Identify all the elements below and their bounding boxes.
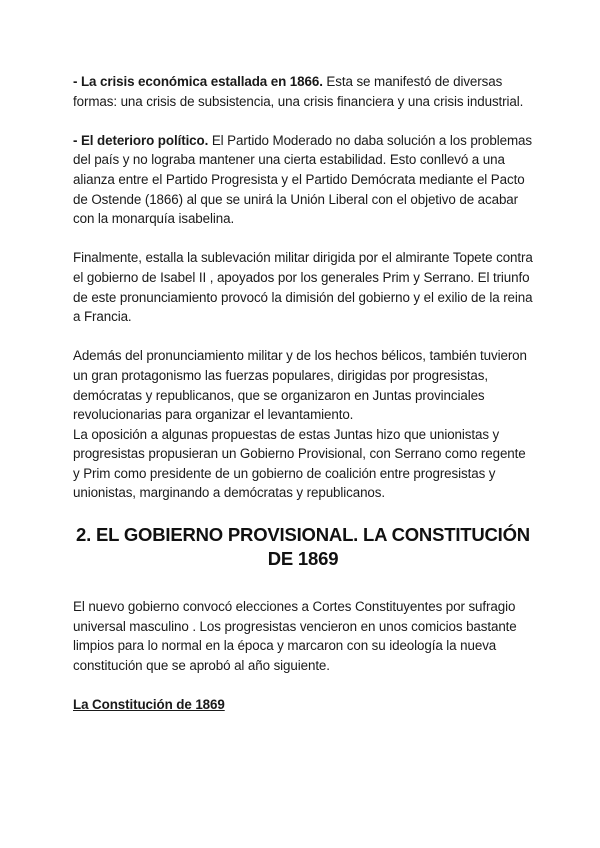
- paragraph-lead: - La crisis económica estallada en 1866.: [73, 74, 323, 89]
- section-heading: 2. EL GOBIERNO PROVISIONAL. LA CONSTITUCIÓN DE 1869: [76, 524, 530, 570]
- paragraph-provisional-government: La oposición a algunas propuestas de estas Juntas hizo que unionistas y progresistas propusieran un Gobierno Provisional, con Serrano como regente y Prim como presidente de un gobierno de coalición entre progresistas y unionistas, marginando a demócratas y republicanos.: [73, 426, 526, 501]
- paragraph-political-decline: [73, 131, 533, 229]
- paragraph-popular-forces: Además del pronunciamiento militar y de los hechos bélicos, también tuvieron un gran protagonismo las fuerzas populares, dirigidas por progresistas, demócratas y republicanos, que se organizaron en Juntas provinciales revolucionarias para organizar el levantamiento.: [73, 348, 527, 423]
- paragraph-lead: - El deterioro político.: [73, 132, 209, 148]
- paragraph-economic-crisis: [73, 72, 533, 111]
- paragraph-military-uprising: Finalmente, estalla la sublevación militar dirigida por el almirante Topete contra el gobierno de Isabel II , apoyados por los generales Prim y Serrano. El triunfo de este pronunciamiento provocó la dimisión del gobierno y el exilio de la reina a Francia.: [73, 250, 533, 325]
- subheading-constitution: La Constitución de 1869: [73, 697, 225, 713]
- paragraph-elections: El nuevo gobierno convocó elecciones a Cortes Constituyentes por sufragio universal masculino . Los progresistas vencieron en unos comicios bastante limpios para lo normal en la época y marcaron con su ideología la nueva constitución que se aprobó al año siguiente.: [73, 599, 517, 673]
- paragraph-text: El Partido Moderado no daba solución a los problemas del país y no lograba mantener una cierta estabilidad. Esto conllevó a una alianza entre el Partido Progresista y el Partido Demócrata mediante el Pacto de Ostende (1866) al que se unirá la Unión Liberal con el objetivo de acabar con la monarquía isabelina.: [73, 132, 532, 227]
- paragraph-text: Esta se manifestó de diversas formas: una crisis de subsistencia, una crisis financiera y una crisis industrial.: [73, 74, 524, 109]
- document-page: [73, 72, 533, 715]
